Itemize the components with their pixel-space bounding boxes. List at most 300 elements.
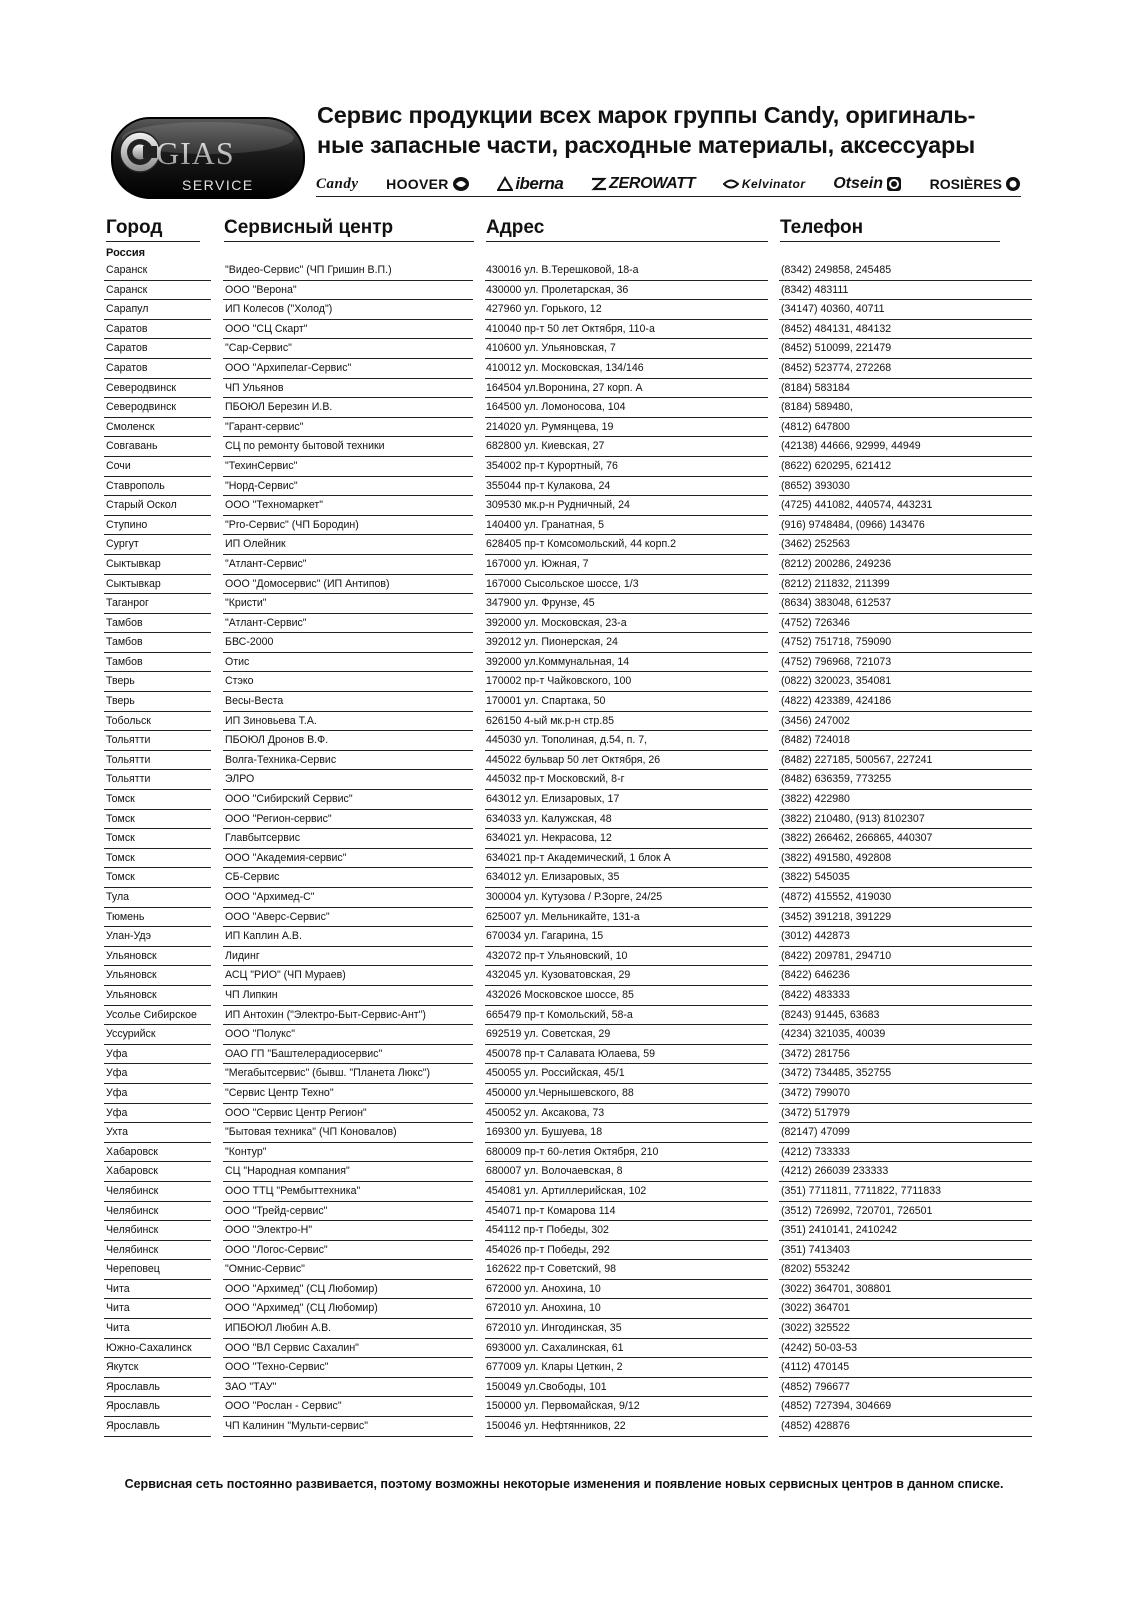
row-phone: (8482) 724018 [779,731,1032,751]
row-address: 634033 ул. Калужская, 48 [485,810,768,830]
row-city: Ульяновск [104,966,211,986]
row-address: 454081 ул. Артиллерийская, 102 [485,1182,768,1202]
row-service: ООО "Техномаркет" [223,496,473,516]
table-row [0,575,1128,595]
brand-rosieres: ROSIÈRES [930,176,1021,192]
logo-wordmark: GIAS [156,135,235,171]
row-phone: (3822) 210480, (913) 8102307 [779,810,1032,830]
table-row [0,810,1128,830]
row-service: "Бытовая техника" (ЧП Коновалов) [223,1123,473,1143]
table-row [0,1006,1128,1026]
row-phone: (8212) 211832, 211399 [779,575,1032,595]
kelvinator-emblem-icon [723,177,739,191]
row-address: 347900 ул. Фрунзе, 45 [485,594,768,614]
brand-kelvinator: Kelvinator [723,177,806,191]
row-service: "Pro-Сервис" (ЧП Бородин) [223,516,473,536]
row-city: Саратов [104,320,211,340]
row-service: Лидинг [223,947,473,967]
otsein-emblem-icon [886,176,902,192]
row-city: Тамбов [104,614,211,634]
row-phone: (8652) 393030 [779,477,1032,497]
row-address: 432072 пр-т Ульяновский, 10 [485,947,768,967]
row-service: ЧП Ульянов [223,379,473,399]
row-city: Улан-Удэ [104,927,211,947]
row-city: Томск [104,849,211,869]
row-city: Томск [104,829,211,849]
row-phone: (8482) 636359, 773255 [779,770,1032,790]
row-address: 410600 ул. Ульяновская, 7 [485,339,768,359]
row-phone: (8622) 620295, 621412 [779,457,1032,477]
table-row [0,966,1128,986]
table-row [0,535,1128,555]
row-service: ООО ТТЦ "Рембыттехника" [223,1182,473,1202]
table-row [0,555,1128,575]
table-row [0,320,1128,340]
row-phone: (351) 2410141, 2410242 [779,1221,1032,1241]
table-row [0,1182,1128,1202]
table-row [0,1143,1128,1163]
row-service: АСЦ "РИО" (ЧП Мураев) [223,966,473,986]
row-address: 450078 пр-т Салавата Юлаева, 59 [485,1045,768,1065]
row-city: Ульяновск [104,986,211,1006]
row-phone: (3462) 252563 [779,535,1032,555]
row-address: 450000 ул.Чернышевского, 88 [485,1084,768,1104]
row-phone: (3452) 391218, 391229 [779,908,1032,928]
row-city: Уфа [104,1084,211,1104]
row-city: Чита [104,1280,211,1300]
row-city: Ярославль [104,1417,211,1437]
row-address: 309530 мк.р-н Рудничный, 24 [485,496,768,516]
row-address: 450055 ул. Российская, 45/1 [485,1064,768,1084]
row-service: ПБОЮЛ Дронов В.Ф. [223,731,473,751]
table-row [0,477,1128,497]
row-address: 355044 пр-т Кулакова, 24 [485,477,768,497]
row-service: ИП Зиновьева Т.А. [223,712,473,732]
row-address: 300004 ул. Кутузова / Р.Зорге, 24/25 [485,888,768,908]
row-phone: (3472) 517979 [779,1104,1032,1124]
row-city: Северодвинск [104,379,211,399]
table-row [0,731,1128,751]
table-row [0,594,1128,614]
row-service: ООО "Рослан - Сервис" [223,1397,473,1417]
row-phone: (8184) 589480, [779,398,1032,418]
row-address: 680009 пр-т 60-летия Октября, 210 [485,1143,768,1163]
table-row [0,1162,1128,1182]
table-row [0,1378,1128,1398]
table-row [0,751,1128,771]
row-phone: (3822) 491580, 492808 [779,849,1032,869]
table-row [0,1045,1128,1065]
row-phone: (8422) 646236 [779,966,1032,986]
row-phone: (4872) 415552, 419030 [779,888,1032,908]
row-phone: (8452) 510099, 221479 [779,339,1032,359]
row-service: ООО "Академия-сервис" [223,849,473,869]
row-address: 634012 ул. Елизаровых, 35 [485,868,768,888]
brand-otsein: Otsein [833,175,902,193]
row-service: Отис [223,653,473,673]
row-city: Сарапул [104,300,211,320]
row-service: ИП Антохин ("Электро-Быт-Сервис-Ант") [223,1006,473,1026]
row-service: "Контур" [223,1143,473,1163]
row-city: Тюмень [104,908,211,928]
row-service: ООО "Полукс" [223,1025,473,1045]
gias-service-logo [110,116,306,200]
row-city: Уфа [104,1104,211,1124]
table-row [0,457,1128,477]
row-city: Тамбов [104,653,211,673]
table-row [0,1358,1128,1378]
row-phone: (3012) 442873 [779,927,1032,947]
table-row [0,1260,1128,1280]
row-service: ЭЛРО [223,770,473,790]
row-address: 170001 ул. Спартака, 50 [485,692,768,712]
table-row [0,712,1128,732]
row-city: Ярославль [104,1397,211,1417]
hoover-emblem-icon [452,176,470,192]
row-service: ООО "Трейд-сервис" [223,1202,473,1222]
row-service: "Атлант-Сервис" [223,555,473,575]
country-label: Россия [106,247,146,259]
row-service: Главбытсервис [223,829,473,849]
row-service: ИПБОЮЛ Любин А.В. [223,1319,473,1339]
row-phone: (3022) 364701 [779,1299,1032,1319]
row-address: 430016 ул. В.Терешковой, 18-а [485,261,768,281]
page-headline [317,100,1037,160]
row-phone: (351) 7413403 [779,1241,1032,1261]
row-address: 170002 пр-т Чайковского, 100 [485,672,768,692]
table-row [0,339,1128,359]
row-city: Ступино [104,516,211,536]
row-service: ООО "Сибирский Сервис" [223,790,473,810]
row-service: ЧП Калинин "Мульти-сервис" [223,1417,473,1437]
row-city: Саранск [104,281,211,301]
row-address: 677009 ул. Клары Цеткин, 2 [485,1358,768,1378]
row-phone: (4242) 50-03-53 [779,1339,1032,1359]
row-city: Челябинск [104,1202,211,1222]
service-center-table [0,261,1128,1437]
row-service: ИП Колесов ("Холод") [223,300,473,320]
table-row [0,1299,1128,1319]
row-service: ЗАО "ТАУ" [223,1378,473,1398]
table-row [0,927,1128,947]
row-address: 430000 ул. Пролетарская, 36 [485,281,768,301]
row-phone: (3456) 247002 [779,712,1032,732]
footer-note: Сервисная сеть постоянно развивается, поэтому возможны некоторые изменения и появление новых сервисных центров в данном списке. [124,1477,1004,1491]
row-phone: (3472) 799070 [779,1084,1032,1104]
row-address: 670034 ул. Гагарина, 15 [485,927,768,947]
headline-line-2: ные запасные части, расходные материалы, аксессуары [317,132,975,158]
row-city: Тверь [104,692,211,712]
table-row [0,692,1128,712]
row-phone: (0822) 320023, 354081 [779,672,1032,692]
row-city: Тамбов [104,633,211,653]
row-service: ЧП Липкин [223,986,473,1006]
table-row [0,418,1128,438]
row-city: Томск [104,810,211,830]
row-address: 167000 Сысольское шоссе, 1/3 [485,575,768,595]
table-row [0,614,1128,634]
row-city: Чита [104,1319,211,1339]
table-row [0,496,1128,516]
zerowatt-emblem-icon [591,177,607,191]
row-address: 643012 ул. Елизаровых, 17 [485,790,768,810]
row-address: 634021 пр-т Академический, 1 блок А [485,849,768,869]
row-address: 682800 ул. Киевская, 27 [485,437,768,457]
row-service: Весы-Веста [223,692,473,712]
row-city: Череповец [104,1260,211,1280]
column-header-service: Сервисный центр [224,215,474,242]
row-city: Томск [104,868,211,888]
row-city: Тольятти [104,731,211,751]
row-city: Челябинск [104,1182,211,1202]
row-phone: (4234) 321035, 40039 [779,1025,1032,1045]
table-row [0,868,1128,888]
table-row [0,1084,1128,1104]
row-service: ИП Олейник [223,535,473,555]
row-service: ООО "Регион-сервис" [223,810,473,830]
table-row [0,1104,1128,1124]
table-row [0,300,1128,320]
row-city: Сыктывкар [104,575,211,595]
row-address: 445022 бульвар 50 лет Октября, 26 [485,751,768,771]
row-address: 680007 ул. Волочаевская, 8 [485,1162,768,1182]
table-row [0,1064,1128,1084]
row-city: Тольятти [104,770,211,790]
row-phone: (8212) 200286, 249236 [779,555,1032,575]
row-service: "Норд-Сервис" [223,477,473,497]
row-city: Ставрополь [104,477,211,497]
row-address: 432026 Московское шоссе, 85 [485,986,768,1006]
row-address: 150000 ул. Первомайская, 9/12 [485,1397,768,1417]
row-address: 454071 пр-т Комарова 114 [485,1202,768,1222]
rosieres-emblem-icon [1005,176,1021,192]
table-row [0,1202,1128,1222]
row-address: 672010 ул. Ингодинская, 35 [485,1319,768,1339]
row-phone: (8452) 484131, 484132 [779,320,1032,340]
row-service: "Видео-Сервис" (ЧП Гришин В.П.) [223,261,473,281]
row-phone: (8342) 483111 [779,281,1032,301]
row-phone: (3822) 266462, 266865, 440307 [779,829,1032,849]
table-row [0,770,1128,790]
row-city: Совгавань [104,437,211,457]
brand-iberna: iberna [497,174,563,194]
brand-zerowatt: ZEROWATT [591,175,695,193]
table-row [0,379,1128,399]
row-address: 392000 ул. Московская, 23-а [485,614,768,634]
table-row [0,653,1128,673]
table-row [0,1123,1128,1143]
row-city: Старый Оскол [104,496,211,516]
row-phone: (4852) 428876 [779,1417,1032,1437]
row-phone: (3472) 734485, 352755 [779,1064,1032,1084]
table-row [0,1241,1128,1261]
row-service: ООО "Архимед" (СЦ Любомир) [223,1280,473,1300]
row-city: Ульяновск [104,947,211,967]
row-address: 162622 пр-т Советский, 98 [485,1260,768,1280]
row-address: 410040 пр-т 50 лет Октября, 110-а [485,320,768,340]
table-row [0,261,1128,281]
row-phone: (3022) 325522 [779,1319,1032,1339]
row-service: "Омнис-Сервис" [223,1260,473,1280]
table-row [0,359,1128,379]
row-address: 164500 ул. Ломоносова, 104 [485,398,768,418]
row-address: 450052 ул. Аксакова, 73 [485,1104,768,1124]
row-phone: (8452) 523774, 272268 [779,359,1032,379]
table-row [0,1280,1128,1300]
logo-subtitle: SERVICE [182,177,254,193]
row-phone: (4752) 751718, 759090 [779,633,1032,653]
row-phone: (351) 7711811, 7711822, 7711833 [779,1182,1032,1202]
row-city: Уфа [104,1045,211,1065]
row-phone: (8184) 583184 [779,379,1032,399]
row-city: Сочи [104,457,211,477]
row-phone: (34147) 40360, 40711 [779,300,1032,320]
row-address: 164504 ул.Воронина, 27 корп. А [485,379,768,399]
table-row [0,829,1128,849]
table-row [0,398,1128,418]
iberna-emblem-icon [497,176,513,192]
row-service: "ТехинСервис" [223,457,473,477]
table-row [0,633,1128,653]
row-service: ООО "ВЛ Сервис Сахалин" [223,1339,473,1359]
row-address: 672000 ул. Анохина, 10 [485,1280,768,1300]
table-row [0,672,1128,692]
table-row [0,849,1128,869]
row-phone: (4112) 470145 [779,1358,1032,1378]
row-city: Уфа [104,1064,211,1084]
row-city: Усолье Сибирское [104,1006,211,1026]
table-row [0,1221,1128,1241]
row-city: Таганрог [104,594,211,614]
row-phone: (4822) 423389, 424186 [779,692,1032,712]
row-city: Сургут [104,535,211,555]
row-city: Хабаровск [104,1143,211,1163]
row-phone: (4212) 733333 [779,1143,1032,1163]
row-service: "Атлант-Сервис" [223,614,473,634]
row-phone: (4725) 441082, 440574, 443231 [779,496,1032,516]
row-service: ООО "Домосервис" (ИП Антипов) [223,575,473,595]
row-city: Южно-Сахалинск [104,1339,211,1359]
row-service: ИП Каплин А.В. [223,927,473,947]
row-phone: (3022) 364701, 308801 [779,1280,1032,1300]
row-address: 150046 ул. Нефтянников, 22 [485,1417,768,1437]
row-service: ООО "Архимед-С" [223,888,473,908]
row-service: ООО "СЦ Скарт" [223,320,473,340]
row-phone: (4752) 726346 [779,614,1032,634]
row-address: 427960 ул. Горького, 12 [485,300,768,320]
row-service: "Гарант-сервис" [223,418,473,438]
row-city: Якутск [104,1358,211,1378]
row-city: Смоленск [104,418,211,438]
row-service: ООО "Техно-Сервис" [223,1358,473,1378]
row-city: Сыктывкар [104,555,211,575]
table-row [0,1319,1128,1339]
row-address: 626150 4-ый мк.р-н стр.85 [485,712,768,732]
table-row [0,986,1128,1006]
row-service: СЦ "Народная компания" [223,1162,473,1182]
table-row [0,281,1128,301]
row-phone: (3822) 422980 [779,790,1032,810]
row-service: ООО "Верона" [223,281,473,301]
row-service: СБ-Сервис [223,868,473,888]
row-service: ООО "Архипелаг-Сервис" [223,359,473,379]
row-phone: (4212) 266039 233333 [779,1162,1032,1182]
table-row [0,888,1128,908]
row-city: Саранск [104,261,211,281]
row-city: Северодвинск [104,398,211,418]
row-address: 445032 пр-т Московский, 8-г [485,770,768,790]
row-service: ООО "Электро-Н" [223,1221,473,1241]
table-row [0,908,1128,928]
column-header-phone: Телефон [780,215,1000,242]
row-city: Хабаровск [104,1162,211,1182]
row-city: Ярославль [104,1378,211,1398]
row-service: Волга-Техника-Сервис [223,751,473,771]
row-city: Тобольск [104,712,211,732]
table-row [0,437,1128,457]
row-phone: (4752) 796968, 721073 [779,653,1032,673]
row-city: Тверь [104,672,211,692]
row-service: ООО "Логос-Сервис" [223,1241,473,1261]
row-phone: (8243) 91445, 63683 [779,1006,1032,1026]
row-address: 628405 пр-т Комсомольский, 44 корп.2 [485,535,768,555]
row-address: 354002 пр-т Курортный, 76 [485,457,768,477]
row-city: Ухта [104,1123,211,1143]
row-service: ООО "Аверс-Сервис" [223,908,473,928]
row-address: 392012 ул. Пионерская, 24 [485,633,768,653]
row-city: Челябинск [104,1241,211,1261]
row-service: "Сар-Сервис" [223,339,473,359]
row-city: Тула [104,888,211,908]
row-phone: (4812) 647800 [779,418,1032,438]
row-city: Томск [104,790,211,810]
row-phone: (8342) 249858, 245485 [779,261,1032,281]
row-address: 445030 ул. Тополиная, д.54, п. 7, [485,731,768,751]
table-row [0,516,1128,536]
row-address: 410012 ул. Московская, 134/146 [485,359,768,379]
brand-logo-strip [316,172,1021,197]
row-phone: (8422) 483333 [779,986,1032,1006]
row-address: 672010 ул. Анохина, 10 [485,1299,768,1319]
row-address: 454112 пр-т Победы, 302 [485,1221,768,1241]
row-city: Чита [104,1299,211,1319]
row-address: 454026 пр-т Победы, 292 [485,1241,768,1261]
row-address: 625007 ул. Мельникайте, 131-а [485,908,768,928]
row-phone: (916) 9748484, (0966) 143476 [779,516,1032,536]
row-service: ПБОЮЛ Березин И.В. [223,398,473,418]
row-address: 634021 ул. Некрасова, 12 [485,829,768,849]
row-service: "Кристи" [223,594,473,614]
row-service: ОАО ГП "Баштелерадиосервис" [223,1045,473,1065]
row-phone: (4852) 727394, 304669 [779,1397,1032,1417]
table-row [0,947,1128,967]
row-phone: (8422) 209781, 294710 [779,947,1032,967]
row-phone: (3512) 726992, 720701, 726501 [779,1202,1032,1222]
row-address: 692519 ул. Советская, 29 [485,1025,768,1045]
row-service: "Мегабытсервис" (бывш. "Планета Люкс") [223,1064,473,1084]
row-phone: (3472) 281756 [779,1045,1032,1065]
brand-candy: Candy [316,175,359,192]
table-row [0,790,1128,810]
table-row [0,1025,1128,1045]
column-header-city: Город [106,215,200,242]
row-phone: (8202) 553242 [779,1260,1032,1280]
row-address: 392000 ул.Коммунальная, 14 [485,653,768,673]
row-service: ООО "Архимед" (СЦ Любомир) [223,1299,473,1319]
row-service: "Сервис Центр Техно" [223,1084,473,1104]
column-header-address: Адрес [486,215,768,242]
row-phone: (4852) 796677 [779,1378,1032,1398]
